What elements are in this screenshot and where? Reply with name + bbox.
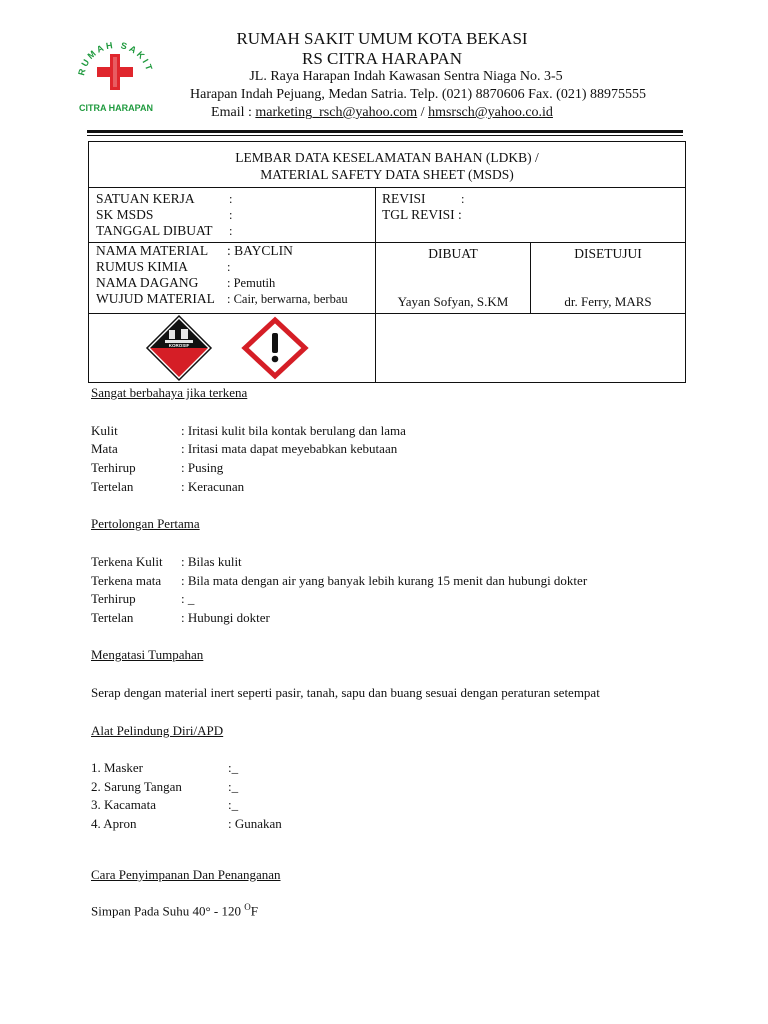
spill-text: Serap dengan material inert seperti pasir, tanah, sapu dan buang sesuai dengan peraturan setempat bbox=[91, 685, 600, 700]
approved-by-name: dr. Ferry, MARS bbox=[564, 294, 652, 309]
firstaid-row-tertelan: Tertelan : Hubungi dokter bbox=[91, 610, 270, 625]
meta-row-sk-msds: SK MSDS : bbox=[96, 207, 233, 222]
section-title-hazard: Sangat berbahaya jika terkena bbox=[91, 385, 248, 400]
letterhead-rule-thick bbox=[87, 130, 683, 133]
address-line-2: Harapan Indah Pejuang, Medan Satria. Telp. (021) 8870606 Fax. (021) 88975555 bbox=[190, 87, 646, 102]
pictogram-blank-cell bbox=[376, 314, 686, 383]
logo-bottom-text: CITRA HARAPAN bbox=[79, 103, 153, 113]
section-title-first-aid: Pertolongan Pertama bbox=[91, 516, 200, 531]
section-title-ppe: Alat Pelindung Diri/APD bbox=[91, 723, 224, 738]
msds-header-table bbox=[88, 141, 686, 383]
address-line-1: JL. Raya Harapan Indah Kawasan Sentra Niaga No. 3-5 bbox=[249, 69, 563, 84]
document-title-line-1: LEMBAR DATA KESELAMATAN BAHAN (LDKB) / bbox=[235, 150, 539, 165]
document-title-line-2: MATERIAL SAFETY DATA SHEET (MSDS) bbox=[260, 167, 514, 182]
corrosive-pictogram-icon bbox=[145, 314, 213, 382]
section-title-storage: Cara Penyimpanan Dan Penanganan bbox=[91, 867, 281, 882]
email-label: Email : bbox=[211, 105, 256, 120]
logo-arc-text: RUMAH SAKIT bbox=[76, 40, 156, 77]
ppe-row-sarung-tangan: 2. Sarung Tangan :_ bbox=[91, 779, 239, 794]
meta-row-satuan-kerja: SATUAN KERJA : bbox=[96, 191, 233, 206]
hospital-name: RUMAH SAKIT UMUM KOTA BEKASI bbox=[236, 29, 528, 48]
hazard-row-kulit: Kulit : Iritasi kulit bila kontak berulang dan lama bbox=[91, 423, 406, 438]
email-link-1[interactable]: marketing_rsch@yahoo.com bbox=[255, 105, 418, 120]
approval-cell bbox=[376, 243, 686, 314]
exclamation-hazard-icon bbox=[239, 315, 311, 381]
firstaid-row-mata: Terkena mata : Bila mata dengan air yang banyak lebih kurang 15 menit dan hubungi dokter bbox=[91, 573, 588, 588]
letterhead bbox=[0, 0, 768, 135]
material-row-rumus: RUMUS KIMIA : bbox=[96, 259, 231, 274]
meta-row-tanggal-dibuat: TANGGAL DIBUAT : bbox=[96, 223, 233, 238]
made-by-column bbox=[376, 243, 530, 313]
hospital-subtitle: RS CITRA HARAPAN bbox=[302, 49, 462, 68]
hazard-row-mata: Mata : Iritasi mata dapat meyebabkan kebutaan bbox=[91, 441, 398, 456]
approved-by-label: DISETUJUI bbox=[574, 246, 642, 261]
hazard-row-terhirup: Terhirup : Pusing bbox=[91, 460, 224, 475]
meta-row-tgl-revisi: TGL REVISI : bbox=[382, 207, 462, 222]
email-separator: / bbox=[417, 105, 429, 120]
corrosive-label: KOROSIF bbox=[168, 343, 190, 348]
letterhead-rule-thin bbox=[87, 135, 683, 136]
made-by-name: Yayan Sofyan, S.KM bbox=[397, 294, 509, 309]
meta-row-revisi: REVISI : bbox=[382, 191, 465, 206]
material-cell bbox=[89, 243, 376, 314]
email-line bbox=[0, 105, 766, 121]
firstaid-row-terhirup: Terhirup : _ bbox=[91, 591, 195, 606]
meta-left-cell bbox=[89, 188, 376, 243]
email-link-2[interactable]: hmsrsch@yahoo.co.id bbox=[428, 105, 553, 120]
made-by-label: DIBUAT bbox=[428, 246, 478, 261]
ppe-row-masker: 1. Masker :_ bbox=[91, 760, 239, 775]
ppe-row-apron: 4. Apron : Gunakan bbox=[91, 816, 282, 831]
section-title-spill: Mengatasi Tumpahan bbox=[91, 647, 204, 662]
material-row-dagang: NAMA DAGANG : Pemutih bbox=[96, 275, 276, 290]
material-row-wujud: WUJUD MATERIAL : Cair, berwarna, berbau bbox=[96, 291, 348, 306]
storage-text: Simpan Pada Suhu 40° - 120 $^O$F bbox=[91, 902, 258, 919]
document-title-cell bbox=[89, 142, 686, 188]
meta-right-cell bbox=[376, 188, 686, 243]
material-row-nama: NAMA MATERIAL : BAYCLIN bbox=[96, 243, 293, 258]
ppe-row-kacamata: 3. Kacamata :_ bbox=[91, 797, 239, 812]
firstaid-row-kulit: Terkena Kulit : Bilas kulit bbox=[91, 554, 242, 569]
hazard-row-tertelan: Tertelan : Keracunan bbox=[91, 479, 245, 494]
approved-by-column bbox=[530, 243, 685, 313]
pictogram-cell bbox=[89, 314, 376, 383]
